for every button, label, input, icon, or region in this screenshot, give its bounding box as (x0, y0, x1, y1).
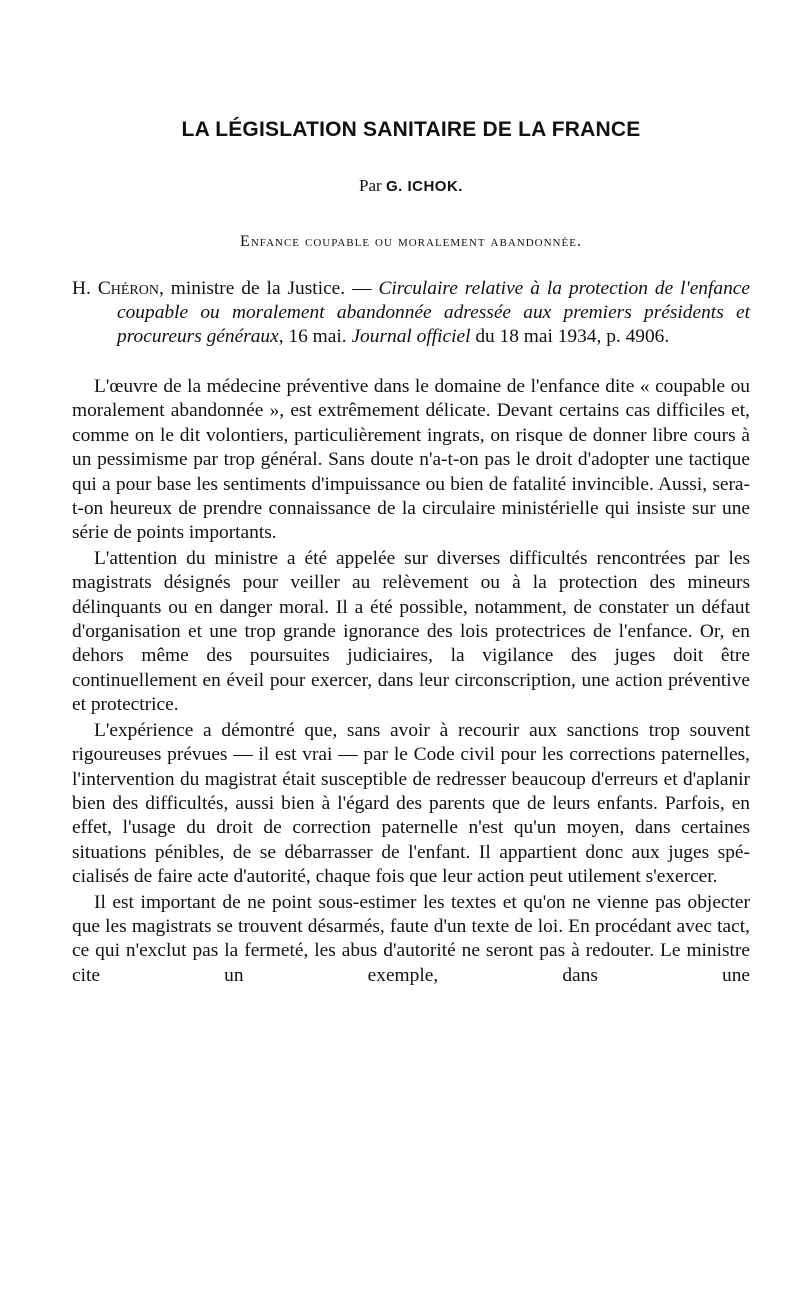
document-title: LA LÉGISLATION SANITAIRE DE LA FRANCE (181, 118, 641, 141)
author-name: G. ICHOK. (385, 178, 463, 195)
byline (72, 176, 750, 196)
reference-journal: Journal officiel (351, 326, 471, 347)
reference-date: , 16 mai. (278, 326, 352, 347)
paragraph: Il est important de ne point sous-estimer les textes et qu'on ne vienne pas objecter que les magistrats se trouvent désarmés, faute d'un texte de loi. En procédant avec tact, ce qui n'exclut pas la fermeté, les abus d'autorité ne seront pas à redouter. Le ministre cite un exemple, dans une (72, 891, 750, 986)
reference-author: H. Chéron (72, 278, 159, 299)
reference-role: , ministre de la Justice. — (158, 278, 379, 299)
document-page (72, 110, 750, 988)
reference-citation (72, 277, 750, 349)
paragraph: L'œuvre de la médecine préventive dans le domaine de l'enfance dite « coupable ou moralement abandonnée », est extrêmement délicate. Devant certains cas difficiles et, comme on le dit volontiers, particulièrement ingrats, on risque de donner libre cours à un pessimisme par trop général. Sans doute n'a-t-on pas le droit d'adopter une tactique qui a pour base les sentiments d'impuissance ou bien de fatalité invincible. Aussi, sera-t-on heureux de prendre connaissance de la circulaire ministérielle qui insiste sur une série de points importants. (72, 376, 750, 544)
paragraph: L'expérience a démontré que, sans avoir à recourir aux sanctions trop souvent rigoureuses prévues — il est vrai — par le Code civil pour les corrections paternelles, l'intervention du magistrat était susceptible de redresser beaucoup d'erreurs et d'aplanir bien des difficultés, aussi bien à l'égard des parents que de leurs enfants. Parfois, en effet, l'usage du droit de correction paternelle n'est qu'un moyen, dans certaines situations pénibles, de se débarrasser de l'enfant. Il appartient donc aux juges spécialisés de faire acte d'autorité, chaque fois que leur action peut utilement s'exercer. (72, 719, 750, 888)
reference-tail: du 18 mai 1934, p. 4906. (470, 326, 670, 347)
body-text (72, 375, 750, 988)
paragraph: L'attention du ministre a été appelée sur diverses difficultés rencontrées par les magistrats désignés pour veiller au relèvement ou à la protection des mineurs délinquants ou en danger moral. Il a été possible, notamment, de constater un défaut d'organisation et une trop grande ignorance des lois protectrices de l'enfance. Or, en dehors même des poursuites judiciaires, la vigilance des juges doit être continuellement en éveil pour exercer, dans leur circonscription, une action préventive et protectrice. (72, 547, 750, 716)
section-heading: Enfance coupable ou moralement abandonnée. (240, 233, 582, 250)
reference-title: Circulaire relative à la protection de l'enfance coupable ou moralement abandonnée adressée aux premiers présidents et procureurs généraux (117, 278, 750, 347)
byline-prefix: Par (359, 176, 382, 195)
